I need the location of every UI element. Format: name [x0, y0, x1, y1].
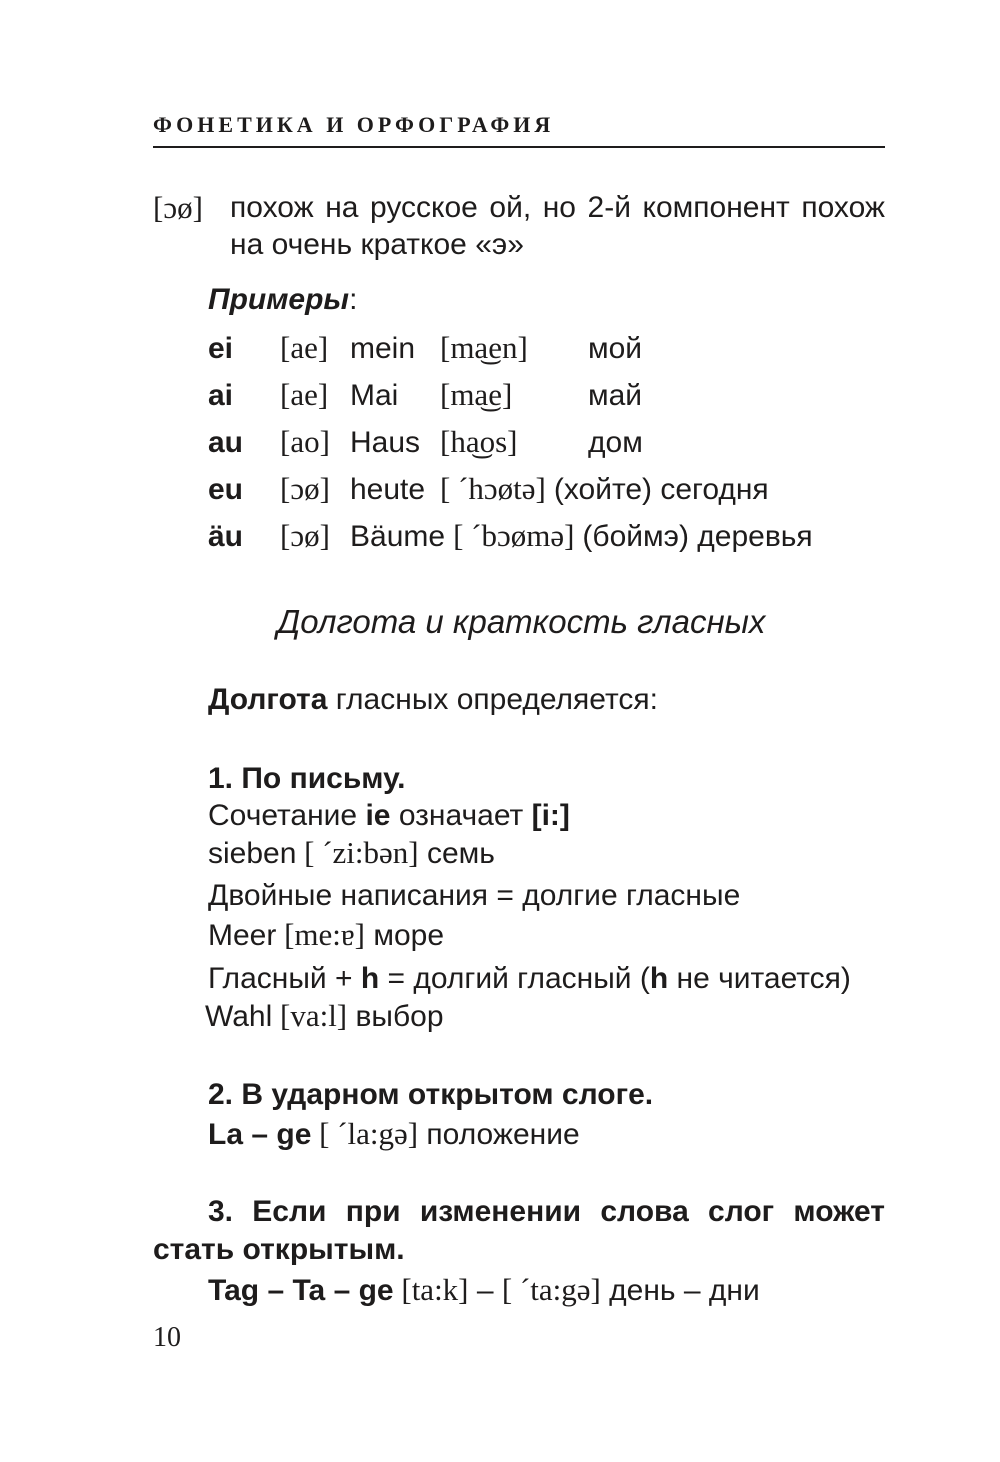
example-sound: [ae]: [280, 330, 329, 365]
page-number: 10: [153, 1322, 181, 1353]
example-word: Bäume: [350, 520, 446, 553]
header-rule: [153, 146, 885, 148]
h-rule-text-a: Гласный +: [208, 962, 361, 995]
examples-heading-label: Примеры: [208, 283, 350, 316]
example-letters: au: [208, 426, 244, 459]
rule1-heading: 1. По письму.: [208, 762, 406, 795]
example-sound: [ɔø]: [280, 471, 330, 506]
example-dash: –: [468, 1274, 502, 1307]
example-transcription: [ta:k]: [393, 1272, 469, 1307]
example-transcription: [ha͜os]: [440, 424, 518, 459]
example-translation: мой: [588, 332, 643, 365]
rule3-heading-line-1: 3. Если при изменении слова слог может: [208, 1195, 885, 1228]
example-translation: море: [365, 919, 445, 952]
example-translation: выбор: [347, 1000, 444, 1033]
examples-heading: [208, 282, 357, 318]
example-word: La – ge: [208, 1118, 312, 1151]
example-transcription: [va:l]: [272, 998, 348, 1033]
example-row: [208, 424, 643, 461]
section-intro-bold: Долгота: [208, 683, 328, 716]
rule2-heading: 2. В ударном открытом слоге.: [208, 1078, 654, 1111]
example-transcription: [ma͜en]: [440, 330, 528, 365]
example-transcription: [ ´hɔøtə]: [440, 471, 546, 506]
example-letters: äu: [208, 520, 244, 553]
rule1-h-rule: [208, 961, 851, 997]
example-translation: положение: [418, 1118, 580, 1151]
example-letters: ei: [208, 332, 234, 365]
example-word: Meer: [208, 919, 277, 952]
h-letter: h: [360, 962, 380, 995]
example-sound: [ae]: [280, 377, 329, 412]
rule1-double-example: [208, 917, 444, 954]
example-word: sieben: [208, 837, 297, 870]
example-word: Tag – Ta – ge: [208, 1274, 394, 1307]
combo-letters: ie: [365, 799, 391, 832]
example-word: heute: [350, 473, 426, 506]
example-transcription: [me:ɐ]: [276, 917, 365, 952]
combo-text-a: Сочетание: [208, 799, 366, 832]
combo-sound: [i:]: [531, 799, 570, 832]
combo-text-c: означает: [390, 799, 532, 832]
example-translation: май: [588, 379, 643, 412]
running-header: ФОНЕТИКА И ОРФОГРАФИЯ: [153, 112, 555, 137]
section-title: Долгота и краткость гласных: [277, 603, 766, 640]
rule3-example: [208, 1272, 760, 1309]
rule1-combo: [208, 798, 570, 834]
examples-heading-colon: :: [349, 283, 358, 316]
h-rule-text-e: не читается): [668, 962, 851, 995]
example-translation: день – дни: [600, 1274, 760, 1307]
example-translation: семь: [418, 837, 495, 870]
example-row: [208, 377, 642, 414]
example-transcription: [ma͜e]: [440, 377, 513, 412]
example-translation: (хойте) сегодня: [553, 473, 769, 506]
example-letters: eu: [208, 473, 244, 506]
example-sound: [ɔø]: [280, 518, 330, 553]
example-row: [208, 471, 769, 508]
example-word: Haus: [350, 426, 421, 459]
intro-line-1: похож на русское ой, но 2-й компонент похож: [230, 191, 885, 224]
example-letters: ai: [208, 379, 234, 412]
example-word: mein: [350, 332, 416, 365]
example-transcription: [ ´zi:bən]: [296, 835, 419, 870]
rule2-example: [208, 1116, 580, 1153]
example-word: Wahl: [205, 1000, 273, 1033]
h-letter: h: [649, 962, 669, 995]
intro-symbol: [ɔø]: [153, 190, 203, 225]
section-intro: [208, 682, 658, 718]
example-transcription: [ ´la:gə]: [311, 1116, 419, 1151]
h-rule-text-c: = долгий гласный (: [379, 962, 650, 995]
example-translation: (боймэ) деревья: [582, 520, 813, 553]
example-sound: [ao]: [280, 424, 330, 459]
intro-line-2: на очень краткое «э»: [230, 228, 524, 261]
rule3-heading-line-2: стать открытым.: [153, 1233, 405, 1266]
example-transcription: [ ´ta:gə]: [501, 1272, 601, 1307]
section-intro-rest: гласных определяется:: [327, 683, 658, 716]
example-row: [208, 330, 642, 367]
example-word: Mai: [350, 379, 399, 412]
example-row: [208, 518, 813, 555]
example-transcription: [ ´bɔømə]: [453, 518, 575, 553]
rule1-double: Двойные написания = долгие гласные: [208, 879, 741, 912]
rule1-h-example: [205, 998, 444, 1035]
rule1-combo-example: [208, 835, 495, 872]
example-translation: дом: [588, 426, 643, 459]
